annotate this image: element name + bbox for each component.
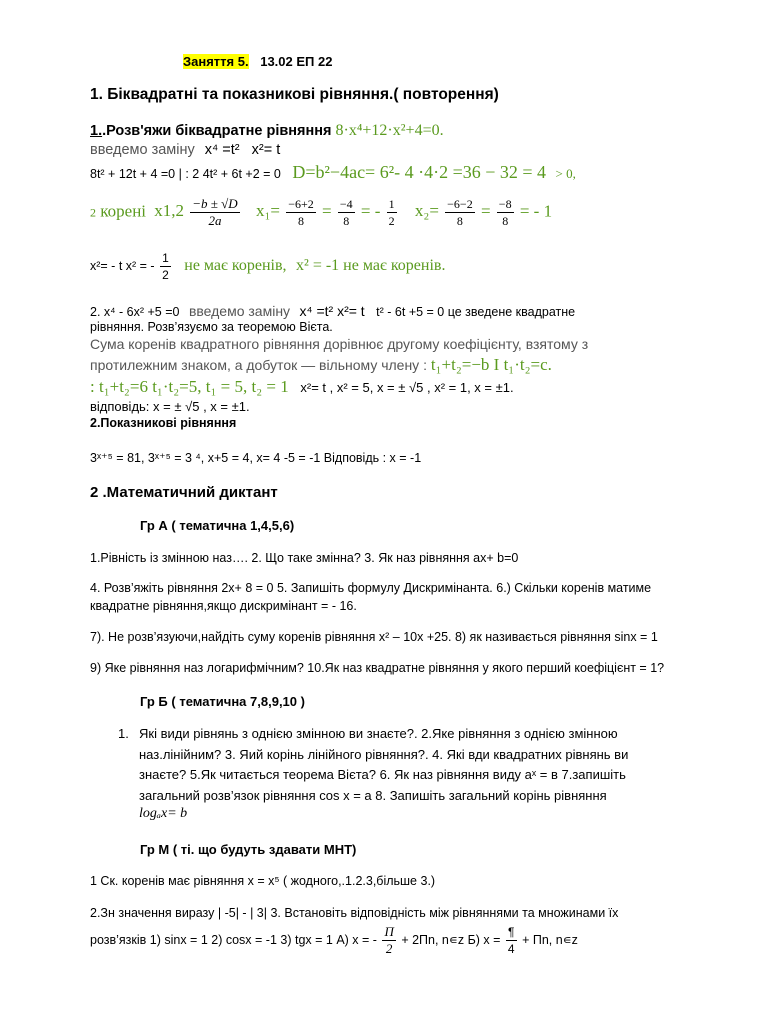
- x1-eq-minus: = -: [360, 201, 381, 221]
- pi-half-fraction: [382, 924, 395, 957]
- section1-title: 1. Біквадратні та показникові рівняння.( повторення): [90, 86, 499, 103]
- task-line: [90, 122, 444, 140]
- group-b-line3: знаєте? 5.Як читається теорема Вієта? 6. Як наз рівняння виду aˣ = в 7.запишіть: [139, 767, 626, 782]
- group-m-title: Гр М ( ті. що будуть здавати МНТ): [140, 842, 357, 857]
- group-a-title: Гр А ( тематична 1,4,5,6): [140, 518, 295, 533]
- task2-answer: відповідь: x = ± √5 , x = ±1.: [90, 399, 250, 414]
- group-b-line5: logₐx= b: [139, 806, 188, 821]
- group-a-line2: 4. Розв’яжіть рівняння 2x+ 8 = 0 5. Запишіть формулу Дискримінанта. 6.) Скільки коренів матиме: [90, 581, 652, 595]
- x2-fraction-b-den: 8: [502, 214, 509, 228]
- group-m-line3-c: + Пn, n∊z: [522, 932, 578, 947]
- group-m-line3: [90, 924, 578, 957]
- formula-denominator: 2a: [208, 213, 222, 228]
- no-roots-b: не має коренів,: [184, 256, 287, 274]
- roots-line: 2 корені x1,2 $\frac{-b \pm √D}{2a}$ x₁= $\frac{-6+2}{8}$ = $\frac{-4}{8}$ = - $\frac{1}{2}$ x₂= $\frac{-6-2}{8}$ = $\frac{-8}{8}$ = - 1: [90, 196, 553, 228]
- discriminant-positive: > 0,: [555, 166, 576, 181]
- reduced-equation: 8t² + 12t + 4 =0 | : 2 4t² + 6t +2 = 0: [90, 167, 281, 181]
- x1-fraction-c: [387, 196, 397, 229]
- x1-fraction-b: [338, 196, 355, 229]
- task2-line: [90, 303, 575, 319]
- group-b-title: Гр Б ( тематична 7,8,9,10 ): [140, 694, 305, 709]
- x2-fraction-a: [445, 196, 475, 229]
- x2-fraction-a-num: −6−2: [447, 197, 473, 211]
- pi-quarter-fraction: [506, 924, 517, 957]
- pi-quarter-den: 4: [507, 942, 515, 956]
- x2-result: = - 1: [519, 201, 553, 221]
- vieta-back-sub: x²= t , x² = 5, x = ± √5 , x² = 1, x = ±1.: [300, 380, 514, 395]
- x1-label: x₁=: [255, 201, 280, 221]
- x1-fraction-c-den: 2: [388, 214, 395, 228]
- vieta-line2-text: протилежним знаком, а добуток — вільному члену :: [90, 357, 427, 373]
- roots-label: корені: [100, 201, 147, 221]
- group-b-line4: загальний розв’язок рівняння cos x = a 8. Запишіть загальний корінь рівняння: [139, 788, 607, 803]
- substitution-eq2: x²= t: [251, 142, 281, 158]
- task2-line2: рівняння. Розв’язуємо за теоремою Вієта.: [90, 320, 333, 334]
- vieta-roots-line: [90, 377, 514, 397]
- discriminant: D=b²−4ac= 6²- 4 ·4·2 =36 − 32 = 4: [292, 162, 547, 182]
- substitution-eq1: x⁴ =t²: [204, 142, 240, 158]
- task2-sub-intro: введемо заміну: [188, 303, 291, 319]
- task-number: 1.: [90, 123, 103, 139]
- formula-numerator: −b ± √D: [192, 196, 238, 211]
- vieta-roots: : t₁+t₂=6 t₁·t₂=5, t₁ = 5, t₂ = 1: [90, 377, 289, 396]
- exp-equation: 3ˣ⁺⁵ = 81, 3ˣ⁺⁵ = 3 ⁴, x+5 = 4, x= 4 -5 = -1 Відповідь : x = -1: [90, 451, 422, 465]
- vieta-line1: Сума коренів квадратного рівняння дорівнює другому коефіцієнту, взятому з: [90, 336, 589, 352]
- dictation-title-text: 2 .Математичний диктант: [90, 484, 278, 501]
- pi-quarter-num: ¶: [506, 924, 517, 941]
- exp-title: 2.Показникові рівняння: [90, 416, 237, 430]
- no-roots-a: x²= - t x² = -: [90, 258, 155, 273]
- pi-half-den: 2: [385, 941, 393, 956]
- quadratic-formula: [190, 196, 239, 229]
- group-m-line3-b: + 2Пn, n∊z Б) x =: [401, 932, 501, 947]
- group-a-line3: квадратне рівняння,якщо дискримінант = - 16.: [90, 599, 357, 613]
- x2-fraction-b-num: −8: [498, 197, 512, 211]
- x2-fraction-a-den: 8: [456, 214, 463, 228]
- no-roots-c: x² = -1 не має коренів.: [296, 256, 446, 274]
- half-fraction: [160, 250, 171, 283]
- roots-x12: x1,2: [154, 201, 185, 221]
- roots-count: 2: [90, 205, 96, 220]
- vieta-formula: t₁+t₂=−b I t₁·t₂=c.: [430, 355, 552, 374]
- x1-fraction-a: [286, 196, 316, 229]
- group-b-line2: наз.лінійним? 3. Яий корінь лінійного рівняння?. 4. Які вди квадратних рівнянь ви: [139, 747, 629, 762]
- no-roots-line: [90, 250, 445, 283]
- group-b-number: 1.: [118, 726, 129, 741]
- task2-reduced: t² - 6t +5 = 0 це зведене квадратне: [376, 305, 576, 319]
- dictation-title: [90, 484, 278, 501]
- header: [183, 54, 332, 69]
- group-a-line1: 1.Рівність із змінною наз…. 2. Що таке змінна? 3. Як наз рівняння ax+ b=0: [90, 551, 519, 565]
- pi-half-num: П: [384, 924, 394, 939]
- half-fraction-num: 1: [162, 251, 169, 265]
- x1-fraction-a-num: −6+2: [288, 197, 314, 211]
- date-group: 13.02 ЕП 22: [260, 54, 333, 69]
- group-m-line1: 1 Ск. коренів має рівняння x = x⁵ ( жодного,.1.2.3,більше 3.): [90, 874, 436, 888]
- half-fraction-den: 2: [162, 268, 169, 282]
- vieta-line2: [90, 355, 552, 375]
- substitution-intro: введемо заміну: [90, 142, 195, 158]
- group-m-line2: 2.Зн значення виразу | -5| - | 3| 3. Встановіть відповідність між рівняннями та множинами їх: [90, 906, 619, 920]
- group-b-line1: Які види рівнянь з однією змінною ви знаєте?. 2.Яке рівняння з однією змінною: [139, 726, 618, 741]
- task2-equation: 2. x⁴ - 6x² +5 =0: [90, 305, 180, 319]
- task2-sub-eq: x⁴ =t² x²= t: [299, 303, 365, 319]
- lesson-label: Заняття 5.: [183, 54, 249, 69]
- x1-fraction-b-num: −4: [339, 197, 353, 211]
- reduced-equation-line: [90, 162, 576, 183]
- x1-fraction-a-den: 8: [297, 214, 304, 228]
- group-m-line3-a: розв’язків 1) sinx = 1 2) cosx = -1 3) tgx = 1 А) x = -: [90, 932, 377, 947]
- task-label: .Розв'яжи біквадратне рівняння: [102, 123, 332, 139]
- x2-fraction-b: [497, 196, 514, 229]
- substitution-line: [90, 142, 280, 158]
- x2-label: x₂=: [414, 201, 439, 221]
- task-equation: 8·x⁴+12·x²+4=0.: [335, 122, 444, 139]
- x1-fraction-c-num: 1: [388, 197, 395, 211]
- x1-fraction-b-den: 8: [343, 214, 350, 228]
- group-a-line4: 7). Не розв’язуючи,найдіть суму коренів рівняння x² – 10x +25. 8) як називається рівняння sinx = 1: [90, 630, 658, 644]
- group-a-line5: 9) Яке рівняння наз логарифмічним? 10.Як наз квадратне рівняння у якого перший коефіцієнт = 1?: [90, 661, 665, 675]
